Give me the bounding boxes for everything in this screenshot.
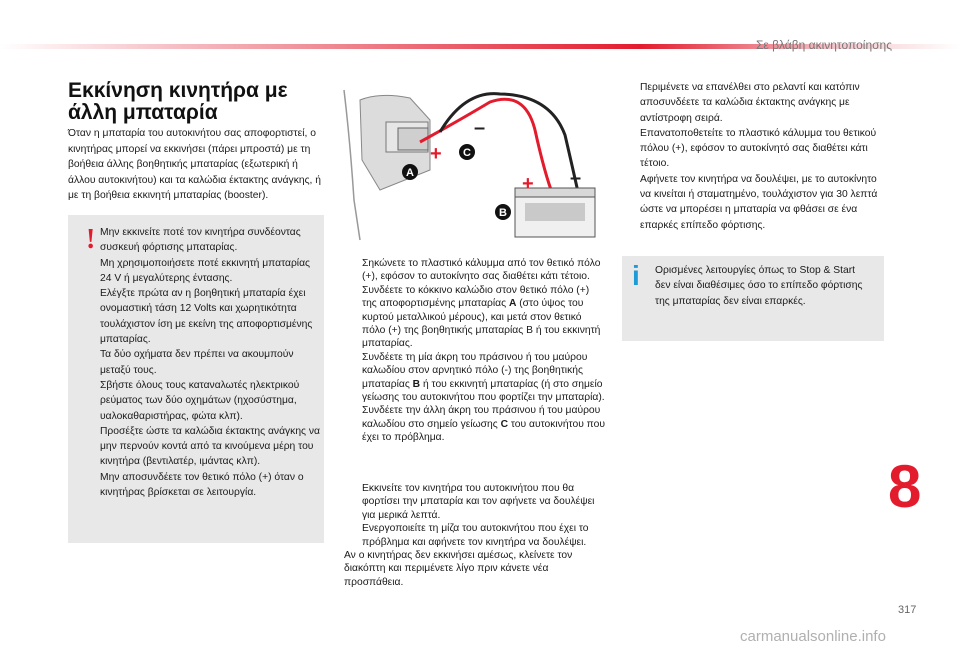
warning-line: Προσέξτε ώστε τα καλώδια έκτακτης ανάγκης να μην περνούν κοντά από τα κινούμενα μέρη του κινητήρα (βεντιλατέρ, ιμάντας κλπ). xyxy=(100,425,320,468)
warning-line: Μην εκκινείτε ποτέ τον κινητήρα συνδέοντας συσκευή φόρτισης μπαταρίας. xyxy=(100,227,301,254)
exclamation-icon: ! xyxy=(86,224,96,255)
warning-line: Μη χρησιμοποιήσετε ποτέ εκκινητή μπαταρίας 24 V ή μεγαλύτερης έντασης. xyxy=(100,257,311,284)
page-title: Εκκίνηση κινητήρα με άλλη μπαταρία xyxy=(68,79,288,124)
step-label: A xyxy=(508,298,517,310)
step-text: του αυτοκινήτου που έχει το πρόβλημα. xyxy=(362,418,606,444)
list-item xyxy=(344,257,606,284)
list-item xyxy=(344,522,606,549)
plus-sign-b: + xyxy=(522,173,534,195)
step-text: Ενεργοποιείτε τη μίζα του αυτοκινήτου που έχει το πρόβλημα και αφήνετε τον κινητήρα να δουλέψει. xyxy=(362,523,589,548)
list-item xyxy=(622,80,884,126)
step-text: Συνδέετε την άλλη άκρη του πράσινου ή του μαύρου καλωδίου στο σημείο γείωσης xyxy=(362,405,601,430)
right-steps xyxy=(622,80,884,233)
warning-line: Σβήστε όλους τους καταναλωτές ηλεκτρικού ρεύματος των δύο οχημάτων (ηχοσύστημα, υαλοκαθαριστήρας, φώτα κλπ). xyxy=(100,379,300,422)
minus-sign-b: – xyxy=(570,167,582,189)
middle-steps xyxy=(344,257,606,445)
section-title: Σε βλάβη ακινητοποίησης xyxy=(755,38,892,52)
middle-steps-2 xyxy=(344,482,606,589)
warning-text xyxy=(100,225,322,500)
step-text: Εκκινείτε τον κινητήρα του αυτοκινήτου που θα φορτίσει την μπαταρία και τον αφήνετε να δουλέψει για μερικά λεπτά. xyxy=(362,483,595,521)
step-text: Περιμένετε να επανέλθει στο ρελαντί και κατόπιν αποσυνδέετε τα καλώδια έκτακτης ανάγκης με αντίστροφη σειρά. xyxy=(640,82,860,124)
intro-paragraph: Όταν η μπαταρία του αυτοκινήτου σας αποφορτιστεί, ο κινητήρας μπορεί να εκκινήσει (πάρει μπροστά) με τη βοήθεια άλλης βοηθητικής μπαταρίας (εξωτερική ή άλλου αυτοκινήτου) και τα καλώδια έκτακτης ανάγκης, ή με τη βοήθεια εκκινητή μπαταρίας (booster). xyxy=(68,128,321,202)
step-text: Αφήνετε τον κινητήρα να δουλέψει, με το αυτοκίνητο να κινείται ή σταματημένο, τουλάχιστον για 30 λεπτά ώστε να μπορέσει η μπαταρία να φθάσει σε ένα επαρκές επίπεδο φόρτισης. xyxy=(640,173,878,231)
warning-line: Τα δύο οχήματα δεν πρέπει να ακουμπούν μεταξύ τους. xyxy=(100,349,294,376)
retry-note: Αν ο κινητήρας δεν εκκινήσει αμέσως, κλείνετε τον διακόπτη και περιμένετε λίγο πριν κάνετε νέα προσπάθεια. xyxy=(344,550,573,588)
warning-line: Μην αποσυνδέετε τον θετικό πόλο (+) όταν ο κινητήρας βρίσκεται σε λειτουργία. xyxy=(100,471,304,499)
warning-line: Ελέγξτε πρώτα αν η βοηθητική μπαταρία έχει ονομαστική τάση 12 Volts και χωρητικότητα τουλάχιστον ίση με εκείνη της αποφορτισμένης μπαταρίας. xyxy=(100,288,313,346)
label-a: A xyxy=(406,167,414,179)
info-icon: i xyxy=(632,260,640,291)
page-number: 317 xyxy=(898,604,917,616)
step-text: Συνδέετε τη μία άκρη του πράσινου ή του μαύρου καλωδίου στον αρνητικό πόλο (-) της βοηθητικής μπαταρίας xyxy=(362,351,588,390)
chapter-number: 8 xyxy=(888,453,922,520)
step-text: (στο ύψος του κυρτού μεταλλικού μέρους), και μετά στον θετικό πόλο (+) της βοηθητικής μπαταρίας B ή του εκκινητή μπαταρίας. xyxy=(362,298,601,350)
minus-sign-c: – xyxy=(474,117,486,139)
list-item xyxy=(344,351,606,405)
list-item xyxy=(622,126,884,172)
jump-start-illustration xyxy=(340,80,605,245)
step-text: ή του εκκινητή μπαταρίας (ή στο σημείο γείωσης του αυτοκινήτου που φορτίζει την μπαταρία). xyxy=(362,378,605,404)
list-item xyxy=(344,482,606,522)
step-text: Επανατοποθετείτε το πλαστικό κάλυμμα του θετικού πόλου (+), εφόσον το αυτοκίνητό σας διαθέτει κάτι τέτοιο. xyxy=(640,127,877,170)
list-item xyxy=(344,404,606,444)
label-c: C xyxy=(463,147,471,159)
step-label: C xyxy=(500,418,508,430)
info-text: Ορισμένες λειτουργίες όπως το Stop & Start δεν είναι διαθέσιμες όσο το επίπεδο φόρτισης της μπαταρίας δεν είναι επαρκές. xyxy=(655,265,863,307)
step-text: Σηκώνετε το πλαστικό κάλυμμα από τον θετικό πόλο (+), εφόσον το αυτοκίνητο σας διαθέτει κάτι τέτοιο. xyxy=(362,258,601,283)
header-accent-bar xyxy=(0,44,640,49)
step-text: Συνδέετε το κόκκινο καλώδιο στον θετικό πόλο (+) της αποφορτισμένης μπαταρίας xyxy=(362,284,590,310)
plus-sign-a: + xyxy=(430,143,442,165)
watermark: carmanualsonline.info xyxy=(740,628,886,645)
step-label: B xyxy=(412,378,421,390)
list-item xyxy=(622,172,884,233)
label-b: B xyxy=(499,207,507,219)
list-item xyxy=(344,284,606,351)
